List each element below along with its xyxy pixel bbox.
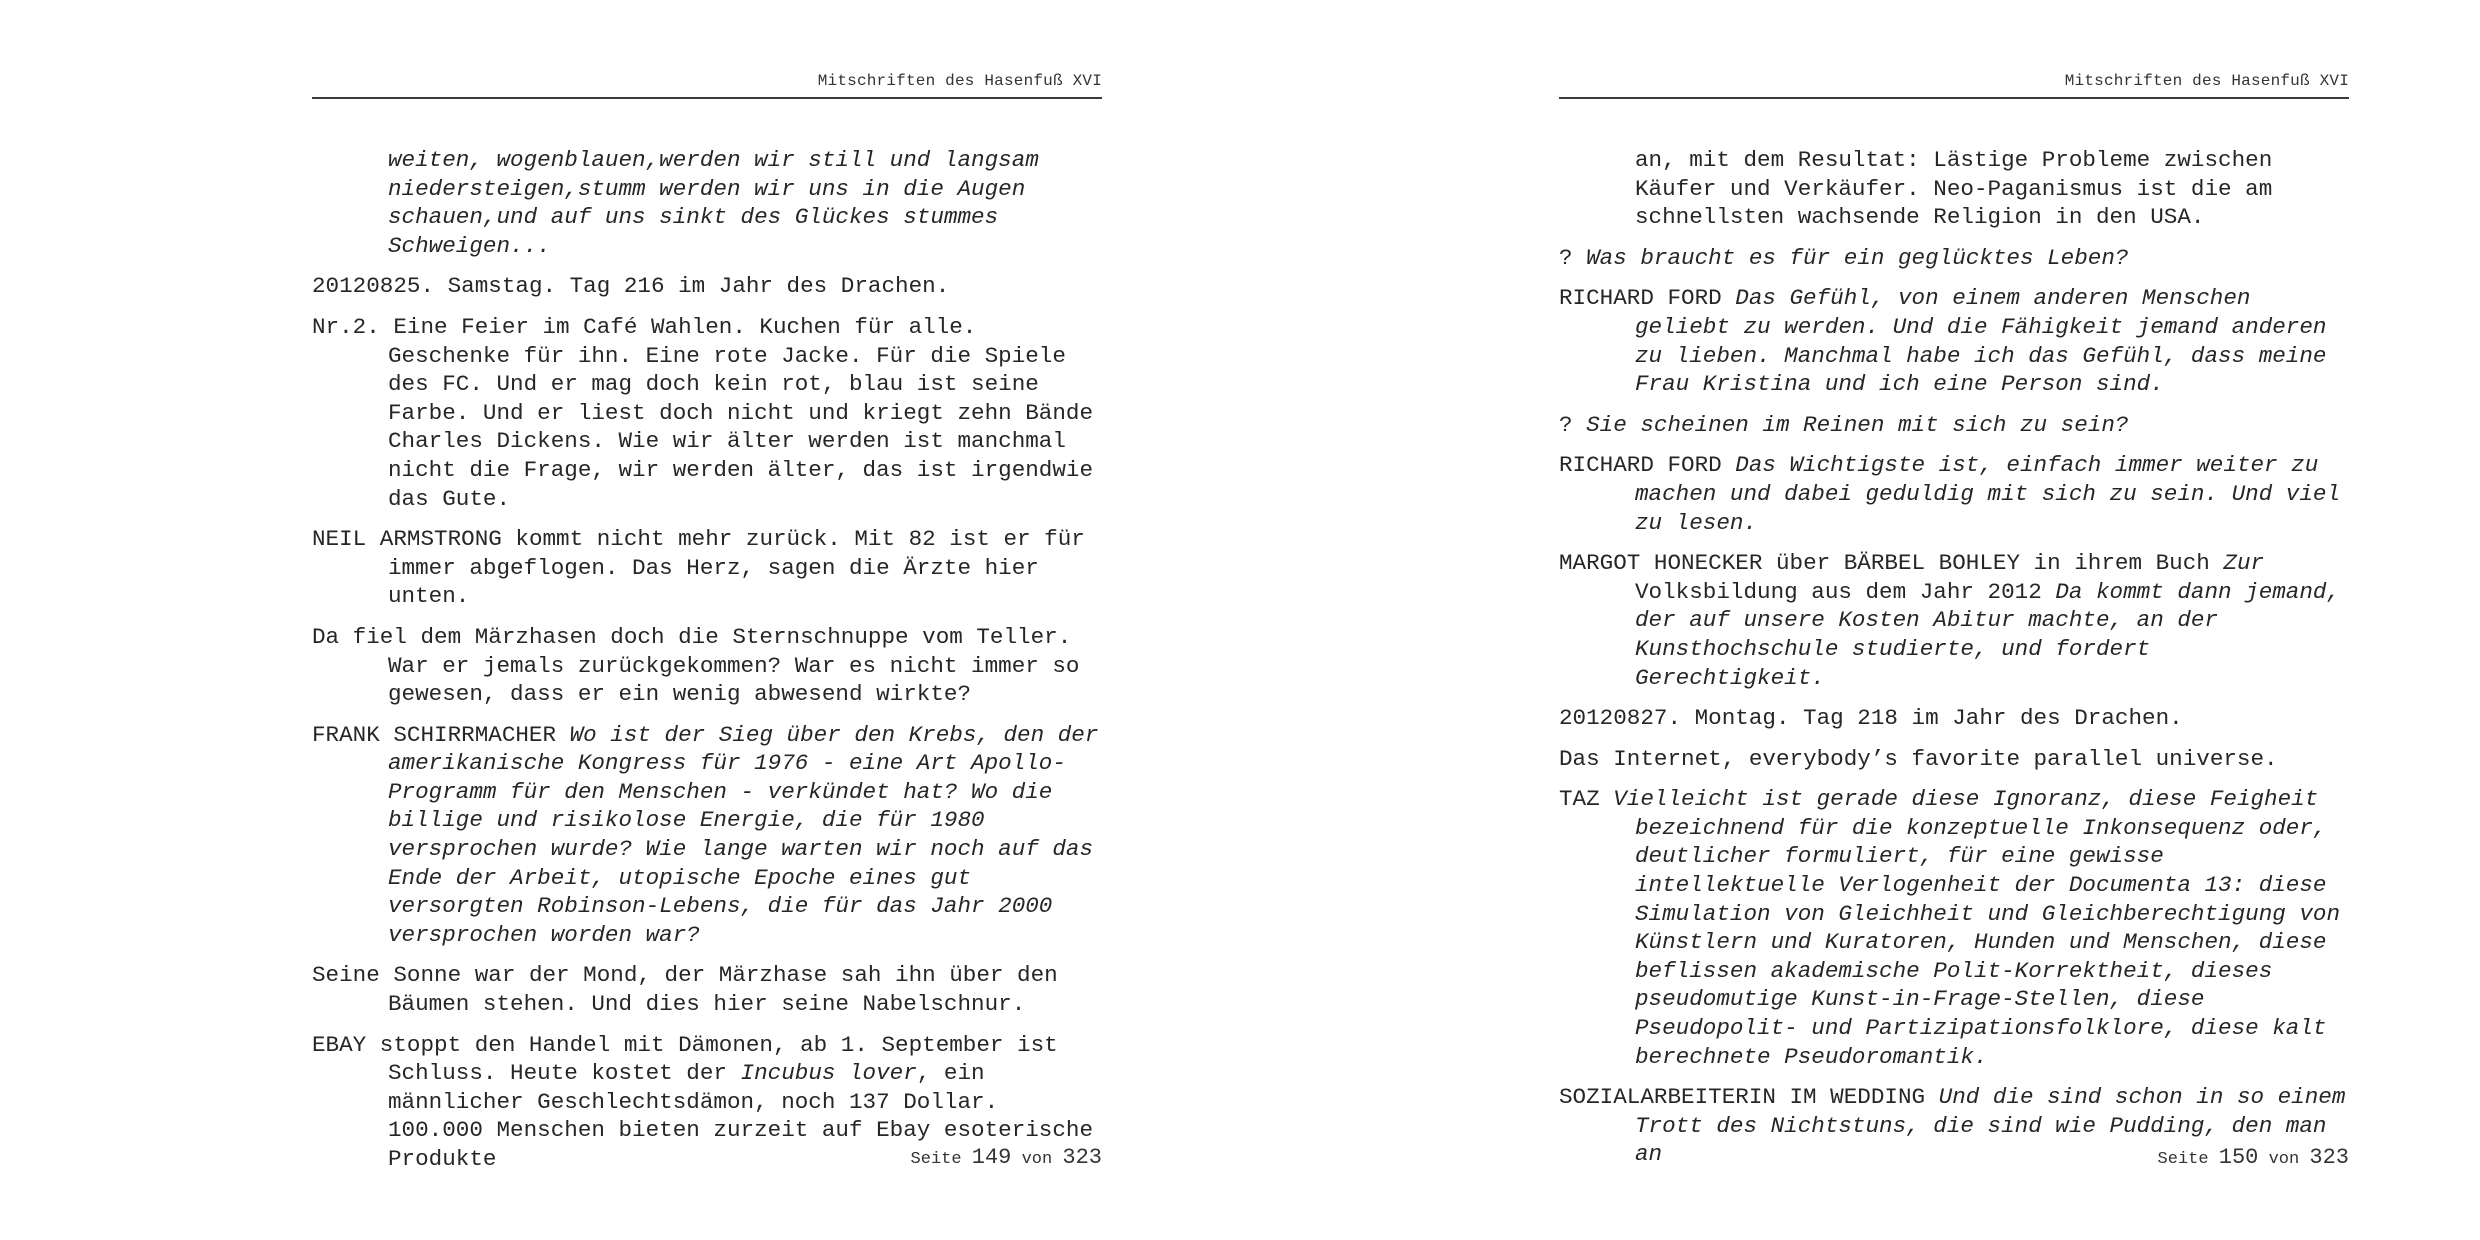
header-rule <box>312 97 1102 99</box>
paragraph-tail: Volksbildung aus dem Jahr 2012 <box>1635 578 2056 605</box>
paragraph-lead: 20120827. <box>1559 705 1682 732</box>
paragraph <box>1559 549 2349 692</box>
paragraph-lead: Da <box>312 623 340 650</box>
page-footer <box>2158 1145 2349 1170</box>
paragraph <box>1559 244 2349 273</box>
paragraph-text <box>1573 412 1587 438</box>
paragraph-text <box>1722 452 1736 478</box>
paragraph-text: Montag. Tag 218 im Jahr des Drachen. <box>1681 705 2183 732</box>
paragraph-quote: Das Wichtigste ist, einfach immer weiter zu machen und dabei geduldig mit sich zu sein. Und viel zu lesen. <box>1635 452 2341 536</box>
paragraph <box>312 961 1102 1018</box>
page-total: 323 <box>2309 1145 2349 1170</box>
paragraph-quote: Sie scheinen im Reinen mit sich zu sein? <box>1586 411 2129 438</box>
running-header: Mitschriften des Hasenfuß XVI <box>817 72 1102 90</box>
footer-prefix: Seite <box>910 1150 962 1169</box>
page-number: 149 <box>971 1145 1012 1170</box>
paragraph <box>312 146 1102 260</box>
paragraph-text: kommt nicht mehr zurück. Mit 82 ist er für immer abgeflogen. Das Herz, sagen die Ärzte hier unten. <box>388 526 1085 610</box>
paragraph-text <box>1573 245 1587 271</box>
paragraph-lead: SOZIALARBEITERIN IM WEDDING <box>1559 1084 1926 1111</box>
paragraph-quote: Was braucht es für ein geglücktes Leben? <box>1586 244 2129 271</box>
paragraph-text <box>556 722 570 748</box>
page-footer <box>911 1145 1102 1170</box>
paragraph-quote: Wo ist der Sieg über den Krebs, den der amerikanische Kongress für 1976 - eine Art Apollo-Programm für den Menschen - verkündet hat? Wo die billige und risikolose Energie, die für 1980 versprochen wurde? Wie lange warten wir noch auf das Ende der Arbeit, utopische Epoche eines gut versorgten Robinson-Lebens, die für das Jahr 2000 versprochen worden war? <box>388 721 1099 948</box>
page-total: 323 <box>1062 1145 1102 1170</box>
paragraph-lead: NEIL ARMSTRONG <box>312 526 502 553</box>
paragraph-lead: RICHARD FORD <box>1559 285 1722 312</box>
paragraph <box>312 525 1102 611</box>
footer-prefix: Seite <box>2157 1150 2209 1169</box>
paragraph-text: an, mit dem Resultat: Lästige Probleme zwischen Käufer und Verkäufer. Neo-Paganismus ist die am schnellsten wachsende Religion in den USA. <box>1635 147 2273 231</box>
paragraph-text: Samstag. Tag 216 im Jahr des Drachen. <box>434 273 950 300</box>
paragraph-lead: ? <box>1559 244 1573 271</box>
paragraph-lead: Nr.2. <box>312 313 380 340</box>
paragraph-text <box>1600 786 1614 812</box>
paragraph-quote: Vielleicht ist gerade diese Ignoranz, diese Feigheit bezeichnend für die konzeptuelle Inkonsequenz oder, deutlicher formuliert, für eine gewisse intellektuelle Verlogenheit der Documenta 13: diese Simulation von Gleichheit und Gleichberechtigung von Künstlern und Kuratoren, Hunden und Menschen, diese beflissen akademische Polit-Korrektheit, dieses pseudomutige Kunst-in-Frage-Stellen, diese Pseudopolit- und Partizipationsfolklore, diese kalt berechnete Pseudoromantik. <box>1613 786 2341 1070</box>
paragraph-quote: Und die sind schon in so einem Trott des Nichtstuns, die sind wie Pudding, den man an <box>1635 1084 2346 1168</box>
paragraph-quote: weiten, wogenblauen,werden wir still und langsam niedersteigen,stumm werden wir uns in die Augen schauen,und auf uns sinkt des Glückes stummes Schweigen... <box>388 147 1039 259</box>
paragraph-text <box>1925 1084 1939 1110</box>
paragraph-lead: Seine <box>312 962 380 989</box>
paragraph-lead: FRANK SCHIRRMACHER <box>312 721 557 748</box>
paragraph <box>1559 284 2349 398</box>
page-number: 150 <box>2218 1145 2259 1170</box>
page-body <box>312 146 1102 1186</box>
paragraph-lead: TAZ <box>1559 786 1600 813</box>
paragraph-text: Eine Feier im Café Wahlen. Kuchen für alle. Geschenke für ihn. Eine rote Jacke. Für die Spiele des FC. Und er mag doch kein rot, blau ist seine Farbe. Und er liest doch nicht und kriegt zehn Bände Charles Dickens. Wie wir älter werden ist manchmal nicht die Frage, wir werden älter, das ist irgendwie das Gute. <box>379 313 1094 512</box>
book-page-left <box>312 0 1102 1240</box>
paragraph-lead: ? <box>1559 411 1573 438</box>
paragraph-quote: Incubus lover <box>740 1060 917 1087</box>
paragraph <box>1559 704 2349 733</box>
running-header: Mitschriften des Hasenfuß XVI <box>2064 72 2349 90</box>
paragraph-text: Internet, everybody’s favorite parallel universe. <box>1599 745 2278 772</box>
paragraph <box>312 623 1102 709</box>
paragraph-tail-quote: Da kommt dann jemand, der auf unsere Kosten Abitur machte, an der Kunsthochschule studierte, und fordert Gerechtigkeit. <box>1635 578 2341 691</box>
paragraph-lead: 20120825. <box>312 273 435 300</box>
paragraph <box>1559 745 2349 774</box>
paragraph-lead: RICHARD FORD <box>1559 452 1722 479</box>
footer-von: von <box>1021 1150 1053 1169</box>
paragraph <box>1559 146 2349 232</box>
paragraph <box>312 721 1102 950</box>
paragraph-quote: Zur <box>2223 550 2265 577</box>
paragraph <box>1559 451 2349 537</box>
page-body <box>1559 146 2349 1181</box>
paragraph-text: stoppt den Handel mit Dämonen, ab 1. September ist Schluss. Heute kostet der <box>366 1031 1058 1087</box>
paragraph <box>312 272 1102 301</box>
paragraph-lead: Das <box>1559 745 1600 772</box>
paragraph-text: fiel dem Märzhasen doch die Sternschnuppe vom Teller. War er jemals zurückgekommen? War es nicht immer so gewesen, dass er ein wenig abwesend wirkte? <box>339 623 1080 708</box>
header-rule <box>1559 97 2349 99</box>
book-page-right <box>1559 0 2349 1240</box>
paragraph-text <box>1722 285 1736 311</box>
paragraph <box>312 313 1102 513</box>
paragraph <box>1559 785 2349 1071</box>
paragraph-lead: EBAY <box>312 1031 367 1058</box>
paragraph-lead: MARGOT HONECKER <box>1559 550 1763 577</box>
paragraph-quote: Das Gefühl, von einem anderen Menschen geliebt zu werden. Und die Fähigkeit jemand anderen zu lieben. Manchmal habe ich das Gefühl, dass meine Frau Kristina und ich eine Person sind. <box>1635 285 2327 398</box>
paragraph <box>1559 411 2349 440</box>
footer-von: von <box>2268 1150 2300 1169</box>
paragraph-text: über BÄRBEL BOHLEY in ihrem Buch <box>1762 550 2224 577</box>
paragraph-tail: , ein männlicher Geschlechtsdämon, noch 137 Dollar. 100.000 Menschen bieten zurzeit auf Ebay esoterische Produkte <box>388 1060 1094 1172</box>
paragraph-text: Sonne war der Mond, der Märzhase sah ihn über den Bäumen stehen. Und dies hier seine Nabelschnur. <box>379 962 1058 1018</box>
